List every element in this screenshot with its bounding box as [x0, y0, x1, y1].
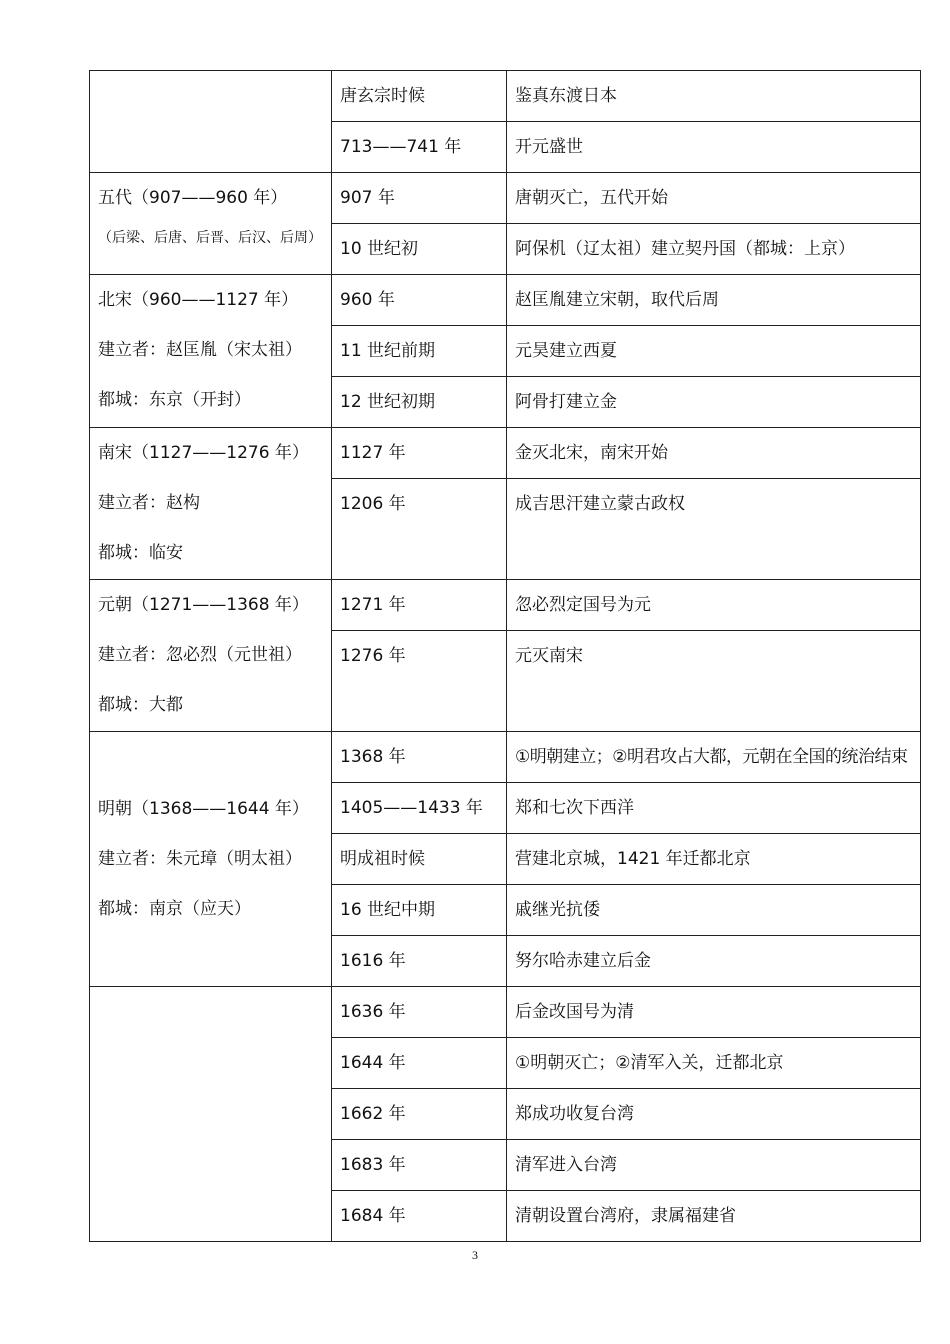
period-title: 南宋（1127——1276 年）	[98, 443, 309, 463]
time-cell: 713——741 年	[332, 122, 507, 173]
time-cell: 1405——1433 年	[332, 783, 507, 834]
time-cell: 16 世纪中期	[332, 885, 507, 936]
time-cell: 1684 年	[332, 1191, 507, 1242]
time-cell: 1276 年	[332, 631, 507, 732]
event-cell: 阿骨打建立金	[507, 377, 921, 428]
history-timeline-table	[89, 70, 921, 1242]
time-cell: 1662 年	[332, 1089, 507, 1140]
period-title: 明朝（1368——1644 年）	[98, 799, 309, 819]
period-capital: 都城：南京（应天）	[98, 899, 251, 919]
time-cell: 1636 年	[332, 987, 507, 1038]
table-row	[90, 71, 921, 122]
period-founder: 建立者：赵构	[98, 493, 200, 513]
event-cell: 元灭南宋	[507, 631, 921, 732]
time-cell: 907 年	[332, 173, 507, 224]
event-cell: 阿保机（辽太祖）建立契丹国（都城：上京）	[507, 224, 921, 275]
event-cell: 金灭北宋，南宋开始	[507, 428, 921, 479]
time-cell: 1683 年	[332, 1140, 507, 1191]
event-cell: 清朝设置台湾府，隶属福建省	[507, 1191, 921, 1242]
event-cell: 郑成功收复台湾	[507, 1089, 921, 1140]
period-cell	[90, 580, 332, 732]
table-row	[90, 580, 921, 631]
period-capital: 都城：大都	[98, 695, 183, 715]
page-number: 3	[472, 1248, 478, 1262]
time-cell: 960 年	[332, 275, 507, 326]
time-cell: 12 世纪初期	[332, 377, 507, 428]
event-cell: 营建北京城，1421 年迁都北京	[507, 834, 921, 885]
time-cell: 明成祖时候	[332, 834, 507, 885]
event-cell: 戚继光抗倭	[507, 885, 921, 936]
event-cell: 郑和七次下西洋	[507, 783, 921, 834]
event-cell: 忽必烈定国号为元	[507, 580, 921, 631]
event-cell: 努尔哈赤建立后金	[507, 936, 921, 987]
event-cell: 鉴真东渡日本	[507, 71, 921, 122]
event-cell: 清军进入台湾	[507, 1140, 921, 1191]
period-note: （后梁、后唐、后晋、后汉、后周）	[98, 230, 322, 246]
event-cell: ①明朝灭亡；②清军入关，迁都北京	[507, 1038, 921, 1089]
event-cell: 成吉思汗建立蒙古政权	[507, 479, 921, 580]
period-title: 北宋（960——1127 年）	[98, 290, 299, 310]
period-title: 元朝（1271——1368 年）	[98, 595, 309, 615]
period-cell	[90, 71, 332, 173]
time-cell: 1616 年	[332, 936, 507, 987]
period-founder: 建立者：朱元璋（明太祖）	[98, 849, 302, 869]
event-cell: ①明朝建立；②明君攻占大都，元朝在全国的统治结束	[507, 732, 921, 783]
period-capital: 都城：东京（开封）	[98, 390, 251, 410]
period-cell	[90, 987, 332, 1242]
table-row	[90, 428, 921, 479]
period-cell	[90, 275, 332, 428]
time-cell: 1206 年	[332, 479, 507, 580]
period-cell	[90, 428, 332, 580]
table-row	[90, 173, 921, 224]
time-cell: 10 世纪初	[332, 224, 507, 275]
period-title: 五代（907——960 年）	[98, 188, 288, 208]
period-cell	[90, 173, 332, 275]
period-cell	[90, 732, 332, 987]
time-cell: 唐玄宗时候	[332, 71, 507, 122]
event-cell: 赵匡胤建立宋朝，取代后周	[507, 275, 921, 326]
time-cell: 1271 年	[332, 580, 507, 631]
time-cell: 1644 年	[332, 1038, 507, 1089]
event-cell: 元昊建立西夏	[507, 326, 921, 377]
period-founder: 建立者：赵匡胤（宋太祖）	[98, 340, 302, 360]
time-cell: 11 世纪前期	[332, 326, 507, 377]
event-cell: 后金改国号为清	[507, 987, 921, 1038]
period-capital: 都城：临安	[98, 543, 183, 563]
event-cell: 开元盛世	[507, 122, 921, 173]
event-cell: 唐朝灭亡，五代开始	[507, 173, 921, 224]
time-cell: 1368 年	[332, 732, 507, 783]
time-cell: 1127 年	[332, 428, 507, 479]
table-row	[90, 732, 921, 783]
table-row	[90, 987, 921, 1038]
table-row	[90, 275, 921, 326]
period-founder: 建立者：忽必烈（元世祖）	[98, 645, 302, 665]
